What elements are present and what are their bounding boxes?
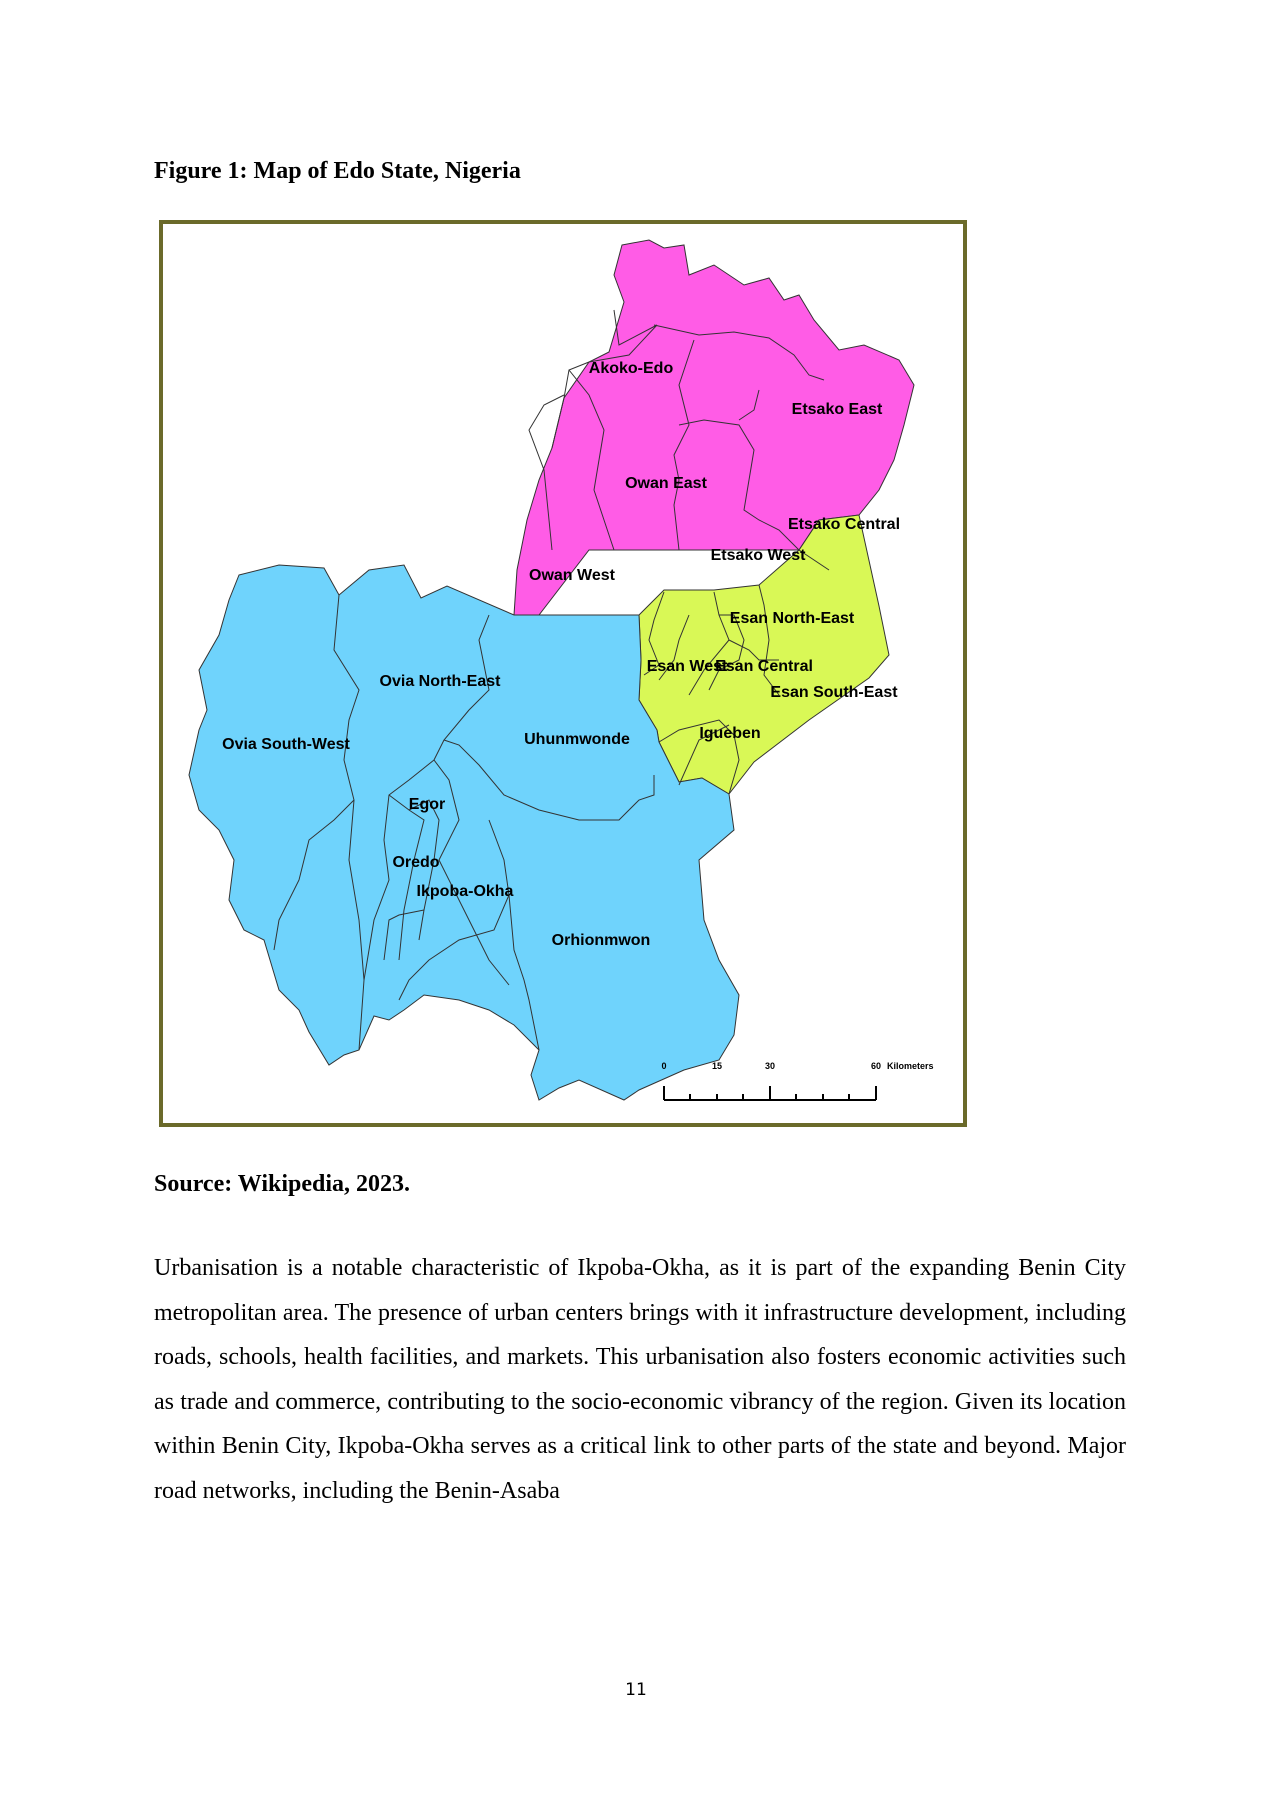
label-uhunmwonde: Uhunmwonde	[524, 731, 630, 748]
figure-title: Figure 1: Map of Edo State, Nigeria	[154, 158, 521, 184]
label-oredo: Oredo	[392, 854, 440, 871]
label-esan-north-east: Esan North-East	[729, 610, 855, 627]
label-etsako-west: Etsako West	[710, 547, 806, 564]
scale-tick-15: 15	[711, 1061, 723, 1071]
label-esan-central: Esan Central	[715, 658, 813, 675]
edo-state-map	[159, 220, 967, 1127]
label-akoko-edo: Akoko-Edo	[588, 360, 674, 377]
label-esan-south-east: Esan South-East	[770, 684, 898, 701]
scale-tick-30: 30	[764, 1061, 776, 1071]
label-esan-west: Esan West	[646, 658, 728, 675]
scale-tick-0: 0	[661, 1061, 667, 1071]
scale-unit: Kilometers	[887, 1061, 934, 1071]
label-ovia-south-west: Ovia South-West	[222, 736, 350, 753]
figure-source: Source: Wikipedia, 2023.	[154, 1171, 411, 1197]
label-ikpoba-okha: Ikpoba-Okha	[416, 883, 514, 900]
label-owan-west: Owan West	[529, 567, 615, 584]
label-egor: Egor	[408, 796, 446, 813]
label-etsako-east: Etsako East	[791, 401, 883, 418]
label-igueben: Igueben	[699, 725, 761, 742]
label-owan-east: Owan East	[625, 475, 707, 492]
label-orhionmwon: Orhionmwon	[551, 932, 651, 949]
page-number: 11	[625, 1680, 647, 1700]
label-ovia-north-east: Ovia North-East	[379, 673, 501, 690]
body-paragraph: Urbanisation is a notable characteristic of Ikpoba-Okha, as it is part of the expanding Benin City metropolitan area. The presence of urban centers brings with it infrastructure development, including roads, schools, health facilities, and markets. This urbanisation also fosters economic activities such as trade and commerce, contributing to the socio-economic vibrancy of the region. Given its location within Benin City, Ikpoba-Okha serves as a critical link to other parts of the state and beyond. Major road networks, including the Benin-Asaba	[154, 1255, 1126, 1504]
label-etsako-central: Etsako Central	[787, 516, 901, 533]
scale-tick-60: 60	[870, 1061, 882, 1071]
